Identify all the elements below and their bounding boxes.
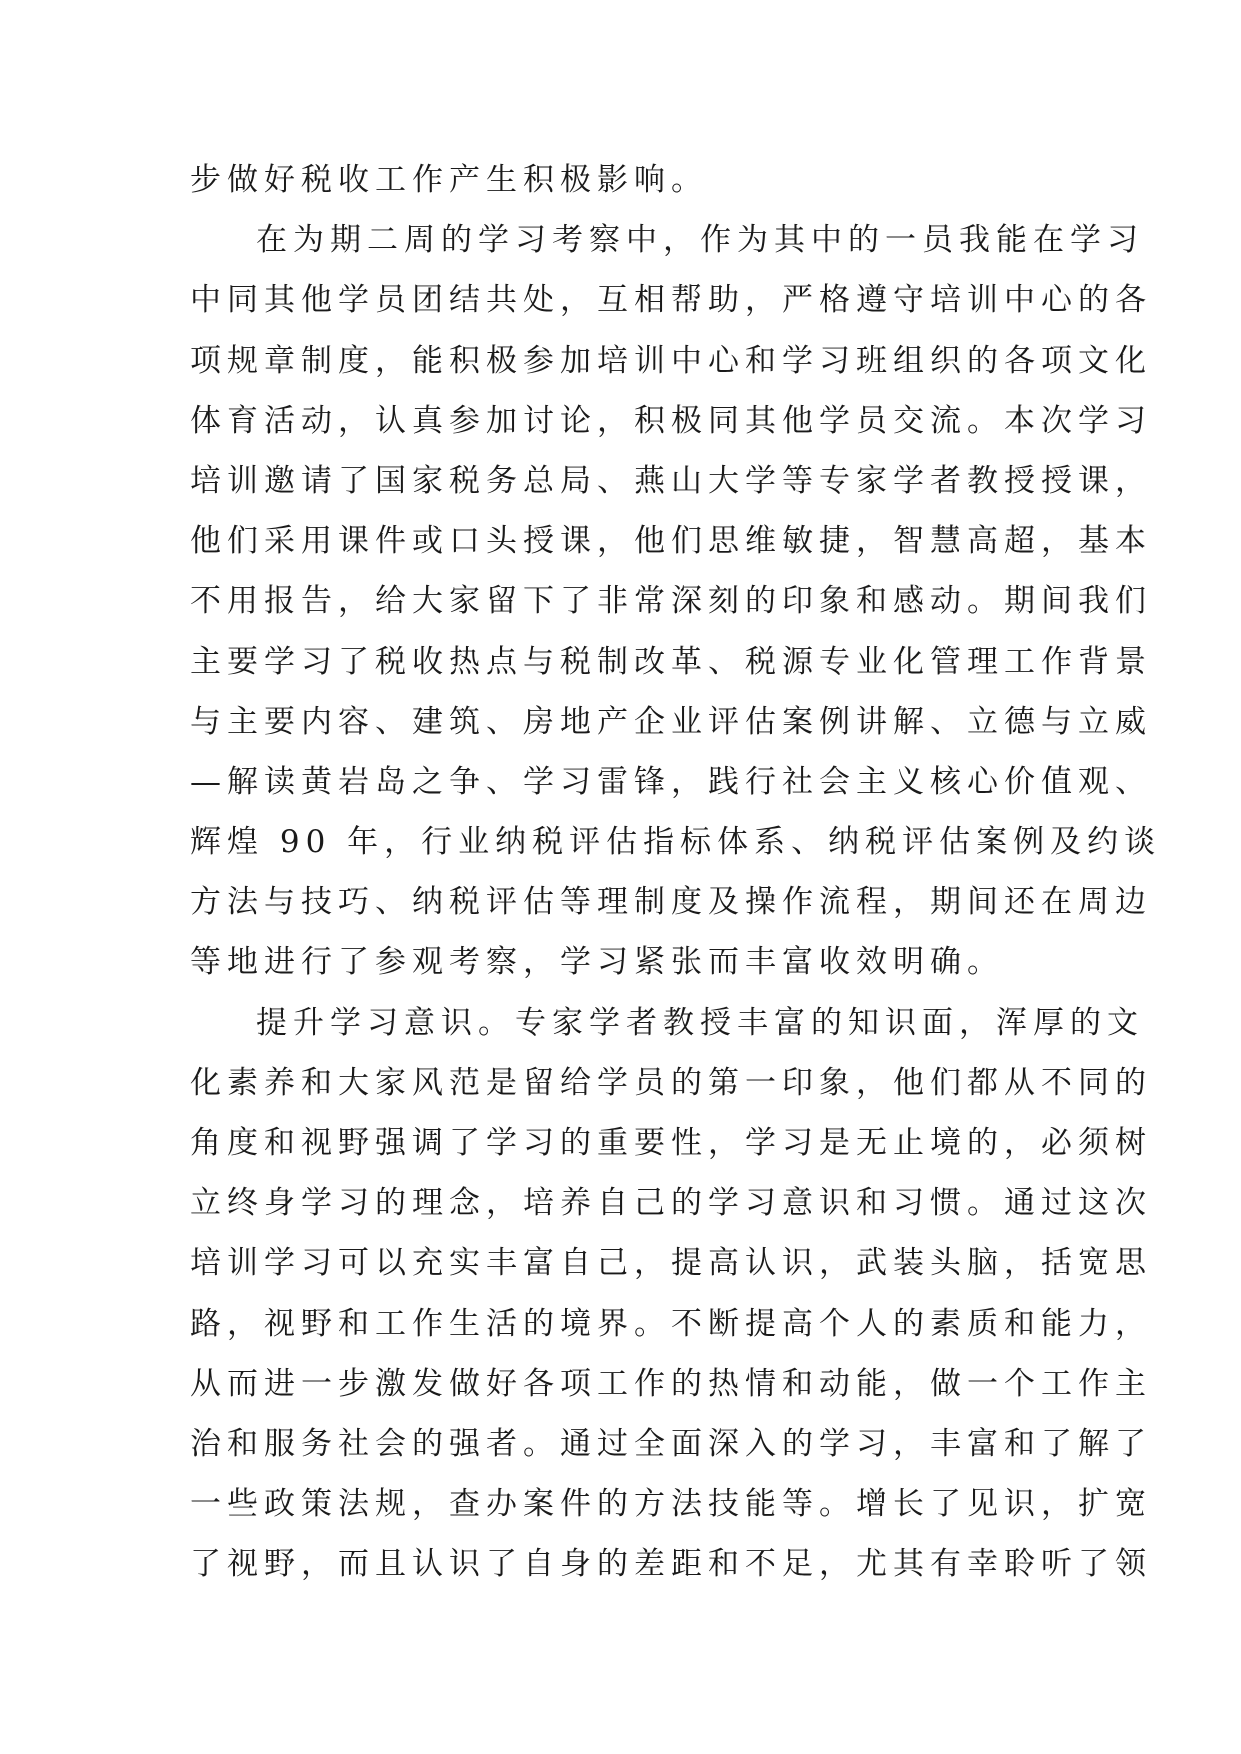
text-line: 一些政策法规，查办案件的方法技能等。增长了见识，扩宽 bbox=[190, 1486, 1152, 1523]
text-line: 培训邀请了国家税务总局、燕山大学等专家学者教授授课， bbox=[190, 462, 1152, 499]
text-line: 主要学习了税收热点与税制改革、税源专业化管理工作背景 bbox=[190, 643, 1152, 680]
text-line: 中同其他学员团结共处，互相帮助，严格遵守培训中心的各 bbox=[190, 282, 1152, 319]
text-line: 立终身学习的理念，培养自己的学习意识和习惯。通过这次 bbox=[190, 1185, 1152, 1222]
text-line: 项规章制度，能积极参加培训中心和学习班组织的各项文化 bbox=[190, 342, 1152, 379]
text-line: 体育活动，认真参加讨论，积极同其他学员交流。本次学习 bbox=[190, 402, 1152, 439]
text-line: —解读黄岩岛之争、学习雷锋，践行社会主义核心价值观、 bbox=[190, 763, 1152, 800]
text-line: 辉煌 90 年，行业纳税评估指标体系、纳税评估案例及约谈 bbox=[190, 824, 1162, 861]
text-line: 等地进行了参观考察，学习紧张而丰富收效明确。 bbox=[190, 944, 1004, 981]
text-line: 培训学习可以充实丰富自己，提高认识，武装头脑，括宽思 bbox=[190, 1245, 1152, 1282]
text-line: 与主要内容、建筑、房地产企业评估案例讲解、立德与立威 bbox=[190, 703, 1152, 740]
paragraph-start-line: 提升学习意识。专家学者教授丰富的知识面，浑厚的文 bbox=[256, 1004, 1144, 1041]
paragraph-start-line: 在为期二周的学习考察中，作为其中的一员我能在学习 bbox=[256, 222, 1144, 259]
text-line: 角度和视野强调了学习的重要性，学习是无止境的，必须树 bbox=[190, 1125, 1152, 1161]
text-line: 步做好税收工作产生积极影响。 bbox=[190, 162, 708, 198]
body-text bbox=[190, 150, 1162, 1595]
text-line: 治和服务社会的强者。通过全面深入的学习，丰富和了解了 bbox=[190, 1425, 1152, 1462]
text-line: 不用报告，给大家留下了非常深刻的印象和感动。期间我们 bbox=[190, 583, 1152, 620]
text-line: 化素养和大家风范是留给学员的第一印象，他们都从不同的 bbox=[190, 1064, 1152, 1101]
text-line: 路，视野和工作生活的境界。不断提高个人的素质和能力， bbox=[190, 1305, 1152, 1342]
text-line: 了视野，而且认识了自身的差距和不足，尤其有幸聆听了领 bbox=[190, 1546, 1152, 1583]
text-line: 他们采用课件或口头授课，他们思维敏捷，智慧高超，基本 bbox=[190, 523, 1152, 560]
text-line: 方法与技巧、纳税评估等理制度及操作流程，期间还在周边 bbox=[190, 884, 1152, 921]
text-line: 从而进一步激发做好各项工作的热情和动能，做一个工作主 bbox=[190, 1365, 1152, 1402]
